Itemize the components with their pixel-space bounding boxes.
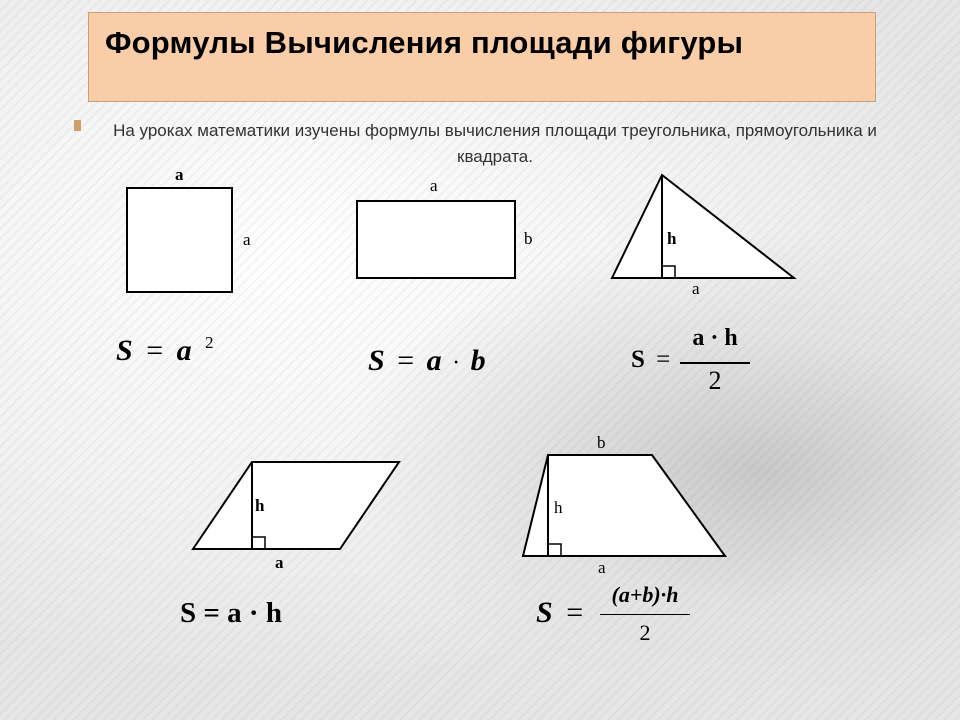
triangle-fraction-bar xyxy=(680,362,750,364)
trapezoid-height-label: h xyxy=(554,498,563,517)
triangle-formula-eq: = xyxy=(656,346,671,373)
triangle-formula-numerator: a · h xyxy=(692,325,738,351)
square-top-label: a xyxy=(175,165,184,184)
square-formula-a: a xyxy=(176,334,192,367)
triangle-shape xyxy=(612,175,794,278)
rectangle-side-label: b xyxy=(524,229,533,248)
trapezoid-formula-eq: = xyxy=(566,596,584,629)
parallelogram-formula: S = a · h xyxy=(180,597,282,629)
trapezoid-fraction-bar xyxy=(600,614,690,615)
square-shape xyxy=(127,188,232,292)
rectangle-formula-a: a xyxy=(426,344,442,377)
trapezoid-formula-lhs xyxy=(536,596,583,630)
parallelogram-height-label: h xyxy=(255,496,265,515)
trapezoid-base-label: a xyxy=(598,558,606,577)
square-formula-eq: = xyxy=(146,334,164,367)
parallelogram-shape xyxy=(193,462,399,549)
page-title: Формулы Вычисления площади фигуры xyxy=(105,25,744,60)
trapezoid-formula-denominator: 2 xyxy=(639,620,651,645)
trapezoid-formula-s: S xyxy=(536,596,553,629)
trapezoid-top-label: b xyxy=(597,433,606,452)
rectangle-formula-s: S xyxy=(368,344,385,377)
parallelogram-base-label: a xyxy=(275,553,284,572)
triangle-formula-denominator: 2 xyxy=(708,366,722,395)
square-formula-s: S xyxy=(116,334,133,367)
rectangle-shape xyxy=(357,201,515,278)
triangle-formula-lhs xyxy=(631,346,670,374)
triangle-height-label: h xyxy=(667,229,677,248)
rectangle-top-label: a xyxy=(430,176,438,195)
triangle-base-label: a xyxy=(692,279,700,298)
rectangle-formula xyxy=(368,344,486,378)
square-side-label: a xyxy=(243,230,251,249)
square-formula xyxy=(116,334,192,368)
rectangle-formula-dot: · xyxy=(452,350,461,376)
square-formula-exponent: 2 xyxy=(205,333,214,352)
rectangle-formula-eq: = xyxy=(397,344,415,377)
rectangle-formula-b: b xyxy=(470,344,486,377)
intro-text: На уроках математики изучены формулы вычисления площади треугольника, прямоугольника и квадрата. xyxy=(113,121,877,166)
triangle-formula-s: S xyxy=(631,346,645,373)
trapezoid-formula-numerator: (a+b)·h xyxy=(611,582,679,607)
